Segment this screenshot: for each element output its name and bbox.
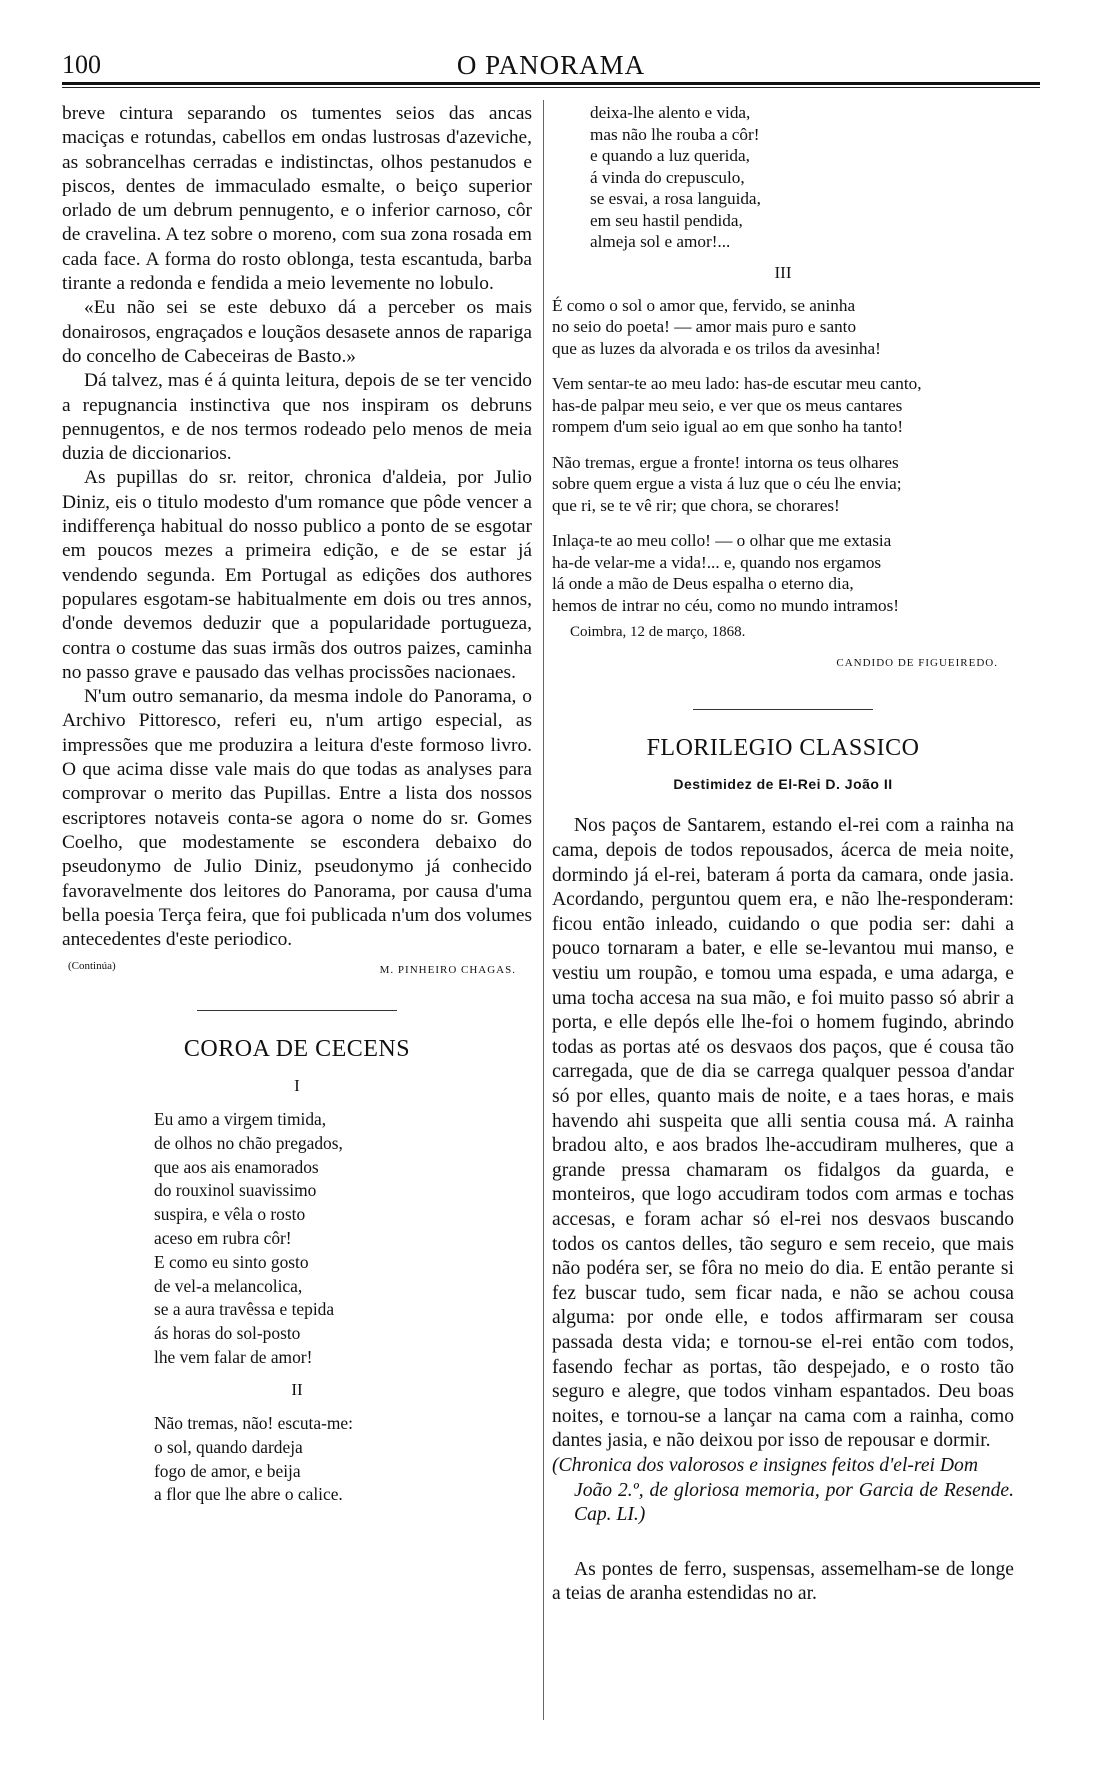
article-paragraph: Dá talvez, mas é á quinta leitura, depois de se ter vencido a repugnancia instinctiva que nos inspiram os debruns pennugentos, e de nos termos rodeado pelo menos de meia duzia de diccionarios. [62,370,532,465]
poem-stanza [552,102,1014,253]
poem-line: Não tremas, não! escuta-me: [154,1413,353,1434]
poem-line: se esvai, a rosa languida, [590,189,761,208]
poem-line: e quando a luz querida, [590,146,750,165]
poem-line: fogo de amor, e beija [154,1460,301,1481]
source-credit [552,1479,1014,1528]
poem-line: se a aura travêssa e tepida [154,1299,335,1320]
poem-line: Vem sentar-te ao meu lado: has-de escutar meu canto, [552,374,922,394]
poem-line: almeja sol e amor!... [590,232,731,251]
poem-line: E como eu sinto gosto [154,1251,309,1272]
poem-line: Não tremas, ergue a fronte! intorna os teus olhares [552,452,899,472]
poem-stanza [552,452,1014,517]
poem-line: em seu hastil pendida, [590,210,743,230]
poem-part-number: III [774,262,792,282]
article-paragraph: As pontes de ferro, suspensas, assemelham-se de longe a teias de aranha estendidas no ar. [552,1558,1014,1605]
poem-line: que as luzes da alvorada e os trilos da avesinha! [552,338,881,358]
left-column [62,102,532,1507]
author-signature: M. PINHEIRO CHAGAS. [379,964,516,977]
poem-line: hemos de intrar no céu, como no mundo intramos! [552,595,900,615]
poem-line: de olhos no chão pregados, [154,1132,343,1153]
header-rule-thin [62,87,1040,88]
poem-line: Inlaça-te ao meu collo! — o olhar que me extasia [552,531,892,551]
article-paragraph: Nos paços de Santarem, estando el-rei com a rainha na cama, depois de todos repousados, ácerca de meia noite, dormindo já el-rei, bateram á porta da camara, onde jasia. Acordando, perguntou quem era, e não lhe-responderam: ficou então inleado, cuidando o que podia ser: dahi a pouco tornaram a bater, e elle se-levantou mui manso, e vestiu um roupão, e tomou uma espada, e uma adarga, e uma tocha accesa na sua mão, e foi muito passo só abrir a porta, e elle depós elle lhe-foi o homem fugindo, abrindo todas as portas até os desvaos dos paços, que é cousa tão carregada, que de dia se carrega qualquer pessoa d'andar só por elles, quanto mais de noite, e a taes horas, e mais havendo ahi suspeita que alli sentia cousa má. A rainha bradou alto, e aos brados lhe-accudiram mulheres, que a grande pressa chamaram os fidalgos da guarda, e monteiros, que logo accudiram todos com armas e tochas accesas, e foram achar só el-rei nos desvaos buscando todos os cantos delles, tão seguro e sem receio, que mais não podéra ser, se fôra no meio do dia. E então perante si fez buscar tudo, sem ficar nada, e não se achou cousa alguma: por onde elle, e todos affirmaram ser cousa passada desta vida; e tornou-se el-rei então com todos, fasendo fechar as portas, tão despejado, e o rosto tão seguro e alegre, que todos vinham espantados. Deu boas noites, e tornou-se a lançar na cama com a rainha, como dantes jasia, e não deixou por isso de repousar e dormir. [552,815,1014,1452]
poem-line: que aos ais enamorados [154,1156,319,1177]
source-credit [552,1454,1014,1479]
poem-line: á vinda do crepusculo, [590,167,745,187]
poem-date: Coimbra, 12 de março, 1868. [570,624,746,641]
section-subheading: Destimidez de El-Rei D. João II [673,776,893,793]
article-footer [62,954,532,976]
column-divider [543,100,544,1720]
poem-line: rompem d'um seio igual ao em que sonho ha tanto! [552,417,904,437]
article-paragraph: N'um outro semanario, da mesma indole do Panorama, o Archivo Pittoresco, referi eu, n'um artigo especial, as impressões que me produzira a leitura d'este formoso livro. O que acima disse vale mais do que todas as analyses para comprovar o merito das Pupillas. Entre a lista dos nossos escriptores notaveis conta-se agora o nome do sr. Gomes Coelho, que modestamente se escondera debaixo do pseudonymo de Julio Diniz, pseudonymo já conhecido favoravelmente dos leitores do Panorama, por causa d'uma bella poesia Terça feira, que foi publicada n'um dos volumes antecedentes d'este periodico. [62,686,532,951]
poem-line: deixa-lhe alento e vida, [590,103,751,122]
article-paragraph: «Eu não sei se este debuxo dá a perceber os mais donairosos, engraçados e louçãos desasete annos de rapariga do concelho de Cabeceiras de Basto.» [62,297,532,367]
poem-line: mas não lhe rouba a côr! [590,124,760,144]
poem-title: COROA DE CECENS [183,1036,411,1063]
poem-part-number: II [291,1379,303,1399]
poem-signature: CANDIDO DE FIGUEIREDO. [836,656,998,669]
article-paragraph: breve cintura separando os tumentes seios das ancas maciças e rotundas, cabellos em ondas lustrosas d'azeviche, as sobrancelhas cerradas e indistinctas, olhos pestanudos e piscos, dentes de immaculado esmalte, o beiço superior orlado de um debrum pennugento, e o inferior carnoso, côr de cravelina. A tez sobre o moreno, com sua zona rosada em cada face. A forma do rosto oblonga, testa escantuda, barba tirante a redonda e fendida a meio levemente no lobulo. [62,103,532,295]
poem-line: lhe vem falar de amor! [154,1346,313,1367]
header-rule [62,82,1040,85]
continua-note: (Continúa) [68,960,116,973]
poem-line: É como o sol o amor que, fervido, se aninha [552,295,856,315]
poem-line: a flor que lhe abre o calice. [154,1484,343,1505]
poem-line: no seio do poeta! — amor mais puro e santo [552,317,857,337]
poem-line: ás horas do sol-posto [154,1323,301,1344]
poem-line: has-de palpar meu seio, e ver que os meus cantares [552,395,903,415]
source-credit-line: João 2.º, de gloriosa memoria, por Garcia de Resende. Cap. LI.) [574,1479,1014,1526]
article-paragraph: As pupillas do sr. reitor, chronica d'aldeia, por Julio Diniz, eis o titulo modesto d'um romance que pôde vencer a indifferença habitual do nosso publico a ponto de se esgotar em poucos mezes a primeira edição, e de se estar já vendendo segunda. Em Portugal as edições dos authores populares esgotam-se habitualmente em dois ou tres annos, d'onde devemos deduzir que a popularidade portugueza, contra o costume das suas irmãs dos outros paizes, caminha no passo grave e pausado das velhas procissões nacionaes. [62,467,532,683]
right-column [552,102,1014,1607]
page-header [62,50,1040,84]
poem-line: sobre quem ergue a vista á luz que o céu lhe envia; [552,474,902,494]
poem-stanza [62,1108,532,1370]
poem-stanza [552,530,1014,616]
page-number: 100 [62,50,101,79]
poem-line: Eu amo a virgem timida, [154,1108,327,1129]
section-separator [197,1010,397,1011]
section-separator [693,709,873,710]
poem-stanza [62,1412,532,1507]
source-credit-line: (Chronica dos valorosos e insignes feitos d'el-rei Dom [552,1454,978,1476]
poem-stanza [552,373,1014,438]
poem-line: ha-de velar-me a vida!... e, quando nos ergamos [552,552,882,572]
section-title: FLORILEGIO CLASSICO [646,734,920,761]
poem-line: que ri, se te vê rir; que chora, se chorares! [552,495,840,515]
masthead-title: O PANORAMA [456,50,646,80]
poem-line: do rouxinol suavissimo [154,1180,317,1201]
poem-line: aceso em rubra côr! [154,1227,292,1248]
poem-line: o sol, quando dardeja [154,1436,303,1457]
poem-line: de vel-a melancolica, [154,1275,303,1296]
poem-part-number: I [294,1075,300,1095]
poem-line: lá onde a mão de Deus espalha o eterno dia, [552,574,854,594]
spacer [552,1528,1014,1558]
poem-line: suspira, e vêla o rosto [154,1204,306,1225]
poem-stanza [552,295,1014,360]
